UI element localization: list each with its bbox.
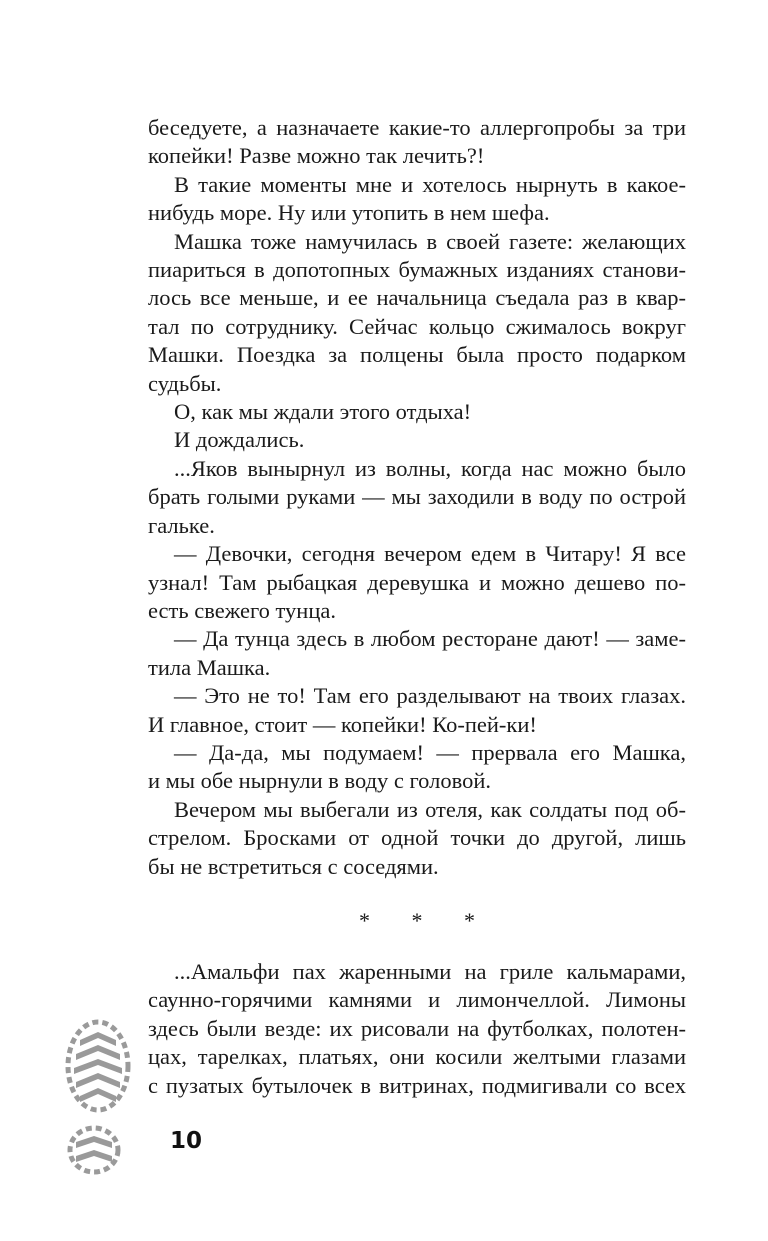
- text-line: — Девочки, сегодня вечером едем в Читару! Я все: [174, 541, 686, 567]
- text-line: саунно-горячими камнями и лимончеллой. Лимоны: [148, 987, 686, 1013]
- text-line: стрелом. Бросками от одной точки до другой, лишь: [148, 825, 686, 851]
- text-line: И главное, стоит — копейки! Ко-пей-ки!: [148, 711, 537, 737]
- text-line: Машки. Поездка за полцены была просто подарком: [148, 342, 686, 368]
- text-line: — Да-да, мы подумаем! — прервала его Машка,: [174, 739, 686, 765]
- paragraph: [148, 228, 686, 398]
- text-line: копейки! Разве можно так лечить?!: [148, 143, 485, 169]
- text-line: пиариться в допотопных бумажных изданиях станови-: [148, 257, 686, 283]
- main-text-top: [148, 114, 686, 881]
- text-line: бы не встретиться с соседями.: [148, 853, 439, 879]
- paragraph: [148, 426, 686, 454]
- paragraph: [148, 398, 686, 426]
- text-line: брать голыми руками — мы заходили в воду по острой: [148, 484, 686, 510]
- text-line: — Да тунца здесь в любом ресторане дают! — заме-: [174, 626, 686, 652]
- text-line: гальке.: [148, 512, 215, 538]
- text-line: Машка тоже намучилась в своей газете: желающих: [174, 228, 686, 254]
- text-line: и мы обе нырнули в воду с головой.: [148, 768, 492, 794]
- paragraph: [148, 540, 686, 625]
- paragraph: [148, 958, 686, 1100]
- paragraph: [148, 455, 686, 540]
- paragraph: [148, 796, 686, 881]
- text-line: тила Машка.: [148, 654, 271, 680]
- text-line: судьбы.: [148, 370, 222, 396]
- paragraph: [148, 625, 686, 682]
- footprint-icon: [58, 1018, 138, 1178]
- paragraph: [148, 739, 686, 796]
- text-line: ...Амальфи пах жаренными на гриле кальмарами,: [174, 959, 686, 984]
- text-line: с пузатых бутылочек в витринах, подмигивали со всех: [148, 1072, 686, 1098]
- text-line: узнал! Там рыбацкая деревушка и можно дешево по-: [148, 569, 686, 595]
- text-line: цах, тарелках, платьях, они косили желтыми глазами: [148, 1044, 686, 1070]
- text-line: О, как мы ждали этого отдыха!: [174, 399, 472, 425]
- paragraph: [148, 171, 686, 228]
- text-line: беседуете, а назначаете какие-то аллергопробы за три: [148, 115, 686, 140]
- text-line: ...Яков вынырнул из волны, когда нас можно было: [174, 455, 686, 481]
- page-number: 10: [170, 1128, 203, 1154]
- main-text-bottom: [148, 958, 686, 1100]
- text-line: тал по сотруднику. Сейчас кольцо сжималось вокруг: [148, 313, 686, 339]
- text-line: — Это не то! Там его разделывают на твоих глазах.: [174, 683, 686, 709]
- text-line: есть свежего тунца.: [148, 597, 336, 623]
- paragraph: [148, 682, 686, 739]
- text-line: Вечером мы выбегали из отеля, как солдаты под об-: [174, 796, 686, 822]
- paragraph: [148, 114, 686, 171]
- text-line: здесь были везде: их рисовали на футболках, полотен-: [148, 1015, 686, 1041]
- text-line: нибудь море. Ну или утопить в нем шефа.: [148, 200, 550, 226]
- text-line: И дождались.: [174, 427, 305, 453]
- section-separator: * * *: [359, 908, 493, 933]
- text-line: В такие моменты мне и хотелось нырнуть в какое-: [174, 171, 686, 197]
- text-line: лось все меньше, и ее начальница съедала раз в квар-: [148, 285, 686, 311]
